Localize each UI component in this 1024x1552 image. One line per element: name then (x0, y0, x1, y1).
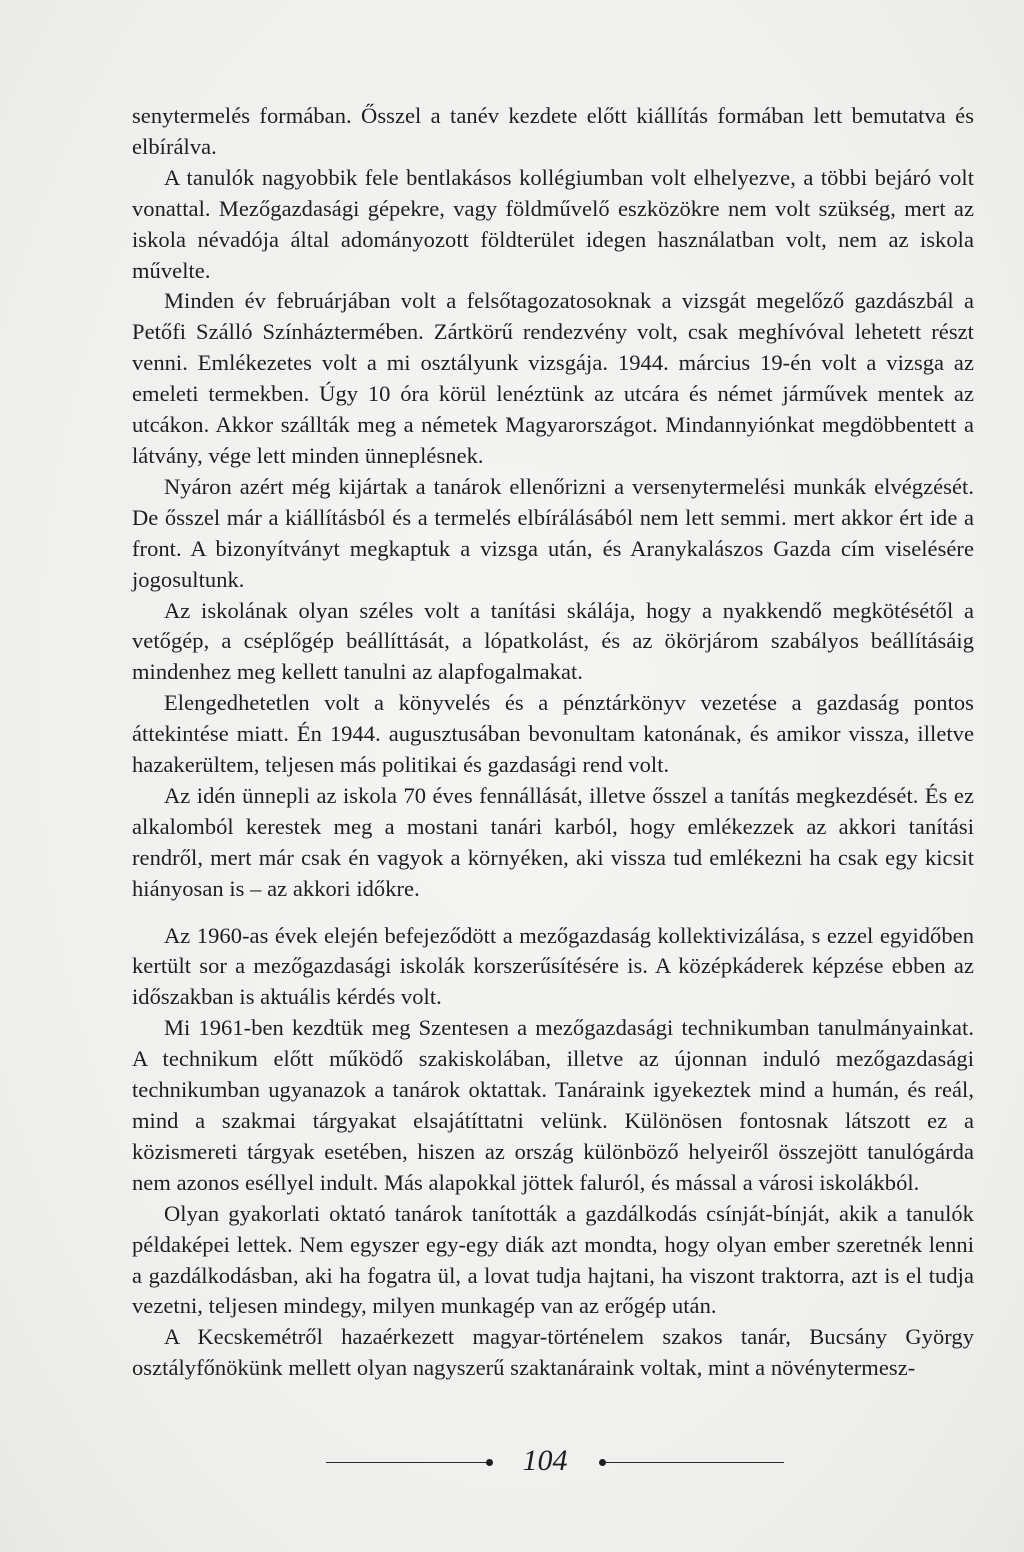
paragraph: Az idén ünnepli az iskola 70 éves fennállását, illetve ősszel a tanítás megkezdését. És ez alkalomból kerestek meg a mostani tanári karból, hogy emlékezzek az akkori tanítási rendről, mert már csak én vagyok a környéken, aki vissza tud emlékezni ha csak egy kicsit hiányosan is – az akkori időkre. (132, 782, 974, 901)
paragraph: A tanulók nagyobbik fele bentlakásos kollégiumban volt elhelyezve, a többi bejáró volt vonattal. Mezőgazdasági gépekre, vagy földművelő eszközökre nem volt szükség, mert az iskola névadója által adományozott földterület idegen használatban volt, nem az iskola művelte. (132, 164, 974, 283)
paragraph: Nyáron azért még kijártak a tanárok ellenőrizni a versenytermelési munkák elvégzését. De ősszel már a kiállításból és a termelés elbírálásából nem lett semmi. mert akkor ért ide a front. A bizonyítványt megkaptuk a vizsga után, és Aranykalászos Gazda cím viselésére jogosultunk. (132, 473, 974, 592)
paragraph: Az iskolának olyan széles volt a tanítási skálája, hogy a nyakkendő megkötésétől a vetőgép, a cséplőgép beállíttását, a lópatkolást, és az ökörjárom szabályos beállításáig mindenhez meg kellett tanulni az alapfogalmakat. (132, 597, 974, 685)
paragraph: Mi 1961-ben kezdtük meg Szentesen a mezőgazdasági technikumban tanulmányainkat. A technikum előtt működő szakiskolában, illetve az újonnan induló mezőgazdasági technikumban ugyanazok a tanárok oktattak. Tanáraink igyekeztek mind a humán, és reál, mind a szakmai tárgyakat elsajátíttatni velünk. Különösen fontosnak látszott ez a közismereti tárgyak esetében, hiszen az ország különböző helyeiről összejött tanulógárda nem azonos eséllyel indult. Más alapokkal jöttek faluról, és mással a városi iskolákból. (132, 1015, 974, 1195)
page-footer (0, 1442, 1024, 1482)
footer-bullet-left (486, 1459, 493, 1466)
paragraph: Olyan gyakorlati oktató tanárok tanították a gazdálkodás csínját-bínját, akik a tanulók példaképei lettek. Nem egyszer egy-egy diák azt mondta, hogy olyan ember szeretnék lenni a gazdálkodásban, aki ha fogatra ül, a lovat tudja hajtani, ha viszont traktorra, azt is el tudja vezetni, teljesen mindegy, milyen munkagép van az erőgép után. (132, 1200, 974, 1319)
page-number: 104 (522, 1444, 568, 1477)
paragraph: A Kecskemétről hazaérkezett magyar-történelem szakos tanár, Bucsány György osztályfőnökünk mellett olyan nagyszerű szaktanáraink voltak, mint a növénytermesz- (132, 1324, 974, 1381)
paragraph: Minden év februárjában volt a felsőtagozatosoknak a vizsgát megelőző gazdászbál a Petőfi Szálló Színháztermében. Zártkörű rendezvény volt, csak meghívóval lehetett részt venni. Emlékezetes volt a mi osztályunk vizsgája. 1944. március 19-én volt a vizsga az emeleti termekben. Úgy 10 óra körül lenéztünk az utcára és német járművek mentek az utcákon. Akkor szállták meg a németek Magyarországot. Mindannyiónkat megdöbbentett a látvány, vége lett minden ünneplésnek. (132, 288, 974, 468)
paragraph: Az 1960-as évek elején befejeződött a mezőgazdaság kollektivizálása, s ezzel egyidőben kertült sor a mezőgazdasági iskolák korszerűsítésére is. A középkáderek képzése ebben az időszakban is aktuális kérdés volt. (132, 922, 974, 1010)
footer-rule-right (606, 1462, 784, 1463)
footer-rule-left (326, 1462, 486, 1463)
paragraph: Elengedhetetlen volt a könyvelés és a pénztárkönyv vezetése a gazdaság pontos áttekintése miatt. Én 1944. augusztusában bevonultam katonának, és amikor vissza, illetve hazakerültem, teljesen más politikai és gazdasági rend volt. (132, 690, 974, 778)
paragraph-continued: senytermelés formában. Ősszel a tanév kezdete előtt kiállítás formában lett bemutatva és elbírálva. (132, 103, 974, 159)
footer-bullet-right (599, 1459, 606, 1466)
body-text (132, 101, 974, 1384)
